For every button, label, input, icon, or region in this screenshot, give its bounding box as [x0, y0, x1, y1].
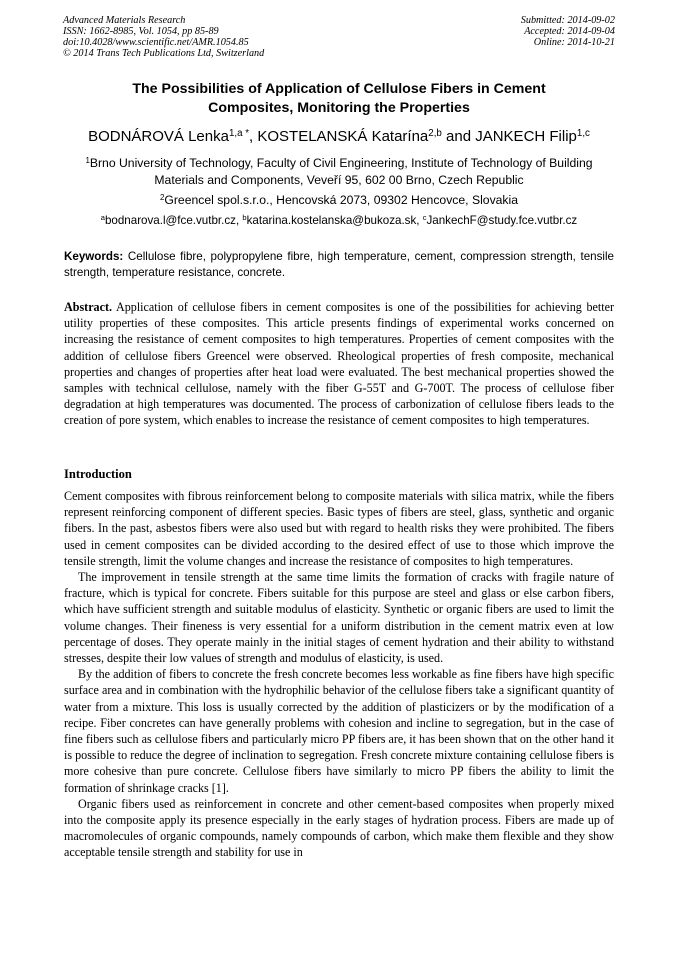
email-c-sup: c [422, 212, 427, 222]
email-b[interactable]: katarina.kostelanska@bukoza.sk, [246, 214, 423, 227]
author-2-name: KOSTELANSKÁ Katarína [257, 128, 429, 145]
paper-title [60, 80, 618, 118]
affiliation-2-text: Greencel spol.s.r.o., Hencovská 2073, 09302 Hencovce, Slovakia [164, 193, 519, 207]
title-line-2: Composites, Monitoring the Properties [208, 100, 470, 116]
keywords-block [64, 249, 614, 280]
keywords-label: Keywords: [64, 250, 124, 263]
email-a-sup: a [100, 212, 105, 222]
introduction-body [64, 488, 614, 861]
author-1-sup: 1,a * [228, 127, 250, 139]
email-a[interactable]: bodnarova.l@fce.vutbr.cz, [104, 214, 243, 227]
affiliation-2-sup: 2 [159, 192, 165, 202]
email-list [40, 213, 638, 229]
intro-paragraph-1: Cement composites with fibrous reinforcement belong to composite materials with silica matrix, while the fibers represent reinforcing component of different species. Basic types of fibers are steel, glass, synthetic and organic fibers. In the past, asbestos fibers were also used but with regard to health risks they were prohibited. The fibers used in cement composites can be divided according to the desired effect of use to those which improve the tensile strength, limit the volume changes and increase the resistance of composites to high temperatures. [64, 489, 614, 568]
email-b-sup: b [242, 212, 247, 222]
introduction-heading: Introduction [64, 467, 132, 481]
affiliation-1 [50, 155, 628, 189]
author-3-sup: 1,c [576, 127, 590, 139]
email-c[interactable]: JankechF@study.fce.vutbr.cz [426, 214, 578, 227]
submitted-date: Submitted: 2014-09-02 [520, 15, 615, 26]
intro-paragraph-4: Organic fibers used as reinforcement in concrete and other cement-based composites when properly mixed into the composite apply its presence especially in the early stages of hydration process. Fibers are made up of macromolecules of organic compounds, namely compounds of carbon, which make them flexible and they show acceptable tensile strength and stability for use in [64, 796, 614, 860]
journal-header-right [521, 15, 615, 48]
abstract-text: Application of cellulose fibers in cement composites is one of the possibilities for achieving better utility properties of these composites. This article presents findings of experimental works concerned on increasing the resistance of cement composites to high temperatures. Properties of cement composites with the addition of cellulose fibers Greencel were observed. Rheological properties of fresh composite, mechanical properties and changes of properties after heat load were evaluated. The best mechanical properties showed the samples with technical cellulose, namely with the fiber G-55T and G-700T. The process of cellulose fiber degradation at high temperatures was documented. The process of carbonization of cellulose fibers leads to the creation of pore system, which enables to increase the resistance of cement composites to high temperatures. [64, 300, 614, 428]
affiliation-1-line-1: Brno University of Technology, Faculty of Civil Engineering, Institute of Technology of Building [89, 156, 593, 170]
affiliation-1-line-2: Materials and Components, Veveří 95, 602 00 Brno, Czech Republic [154, 173, 524, 187]
author-1-name: BODNÁROVÁ Lenka [88, 128, 229, 145]
intro-paragraph-2: The improvement in tensile strength at the same time limits the formation of cracks with fragile nature of fracture, which is typical for concrete. Fibers suitable for this purpose are steel and glass or else carbon fibers, which have sufficient strength and suitable modulus of elasticity. Synthetic or organic fibers are used to limit the volume changes. Their fineness is very essential for a uniform distribution in the cement matrix even at low percentage of doses. They operate mainly in the initial stages of cement hydration and their ability to withstand stresses, despite their low values of strength and modulus of elasticity, is used. [64, 570, 614, 666]
intro-paragraph-3: By the addition of fibers to concrete the fresh concrete becomes less workable as fine fibers have high specific surface area and in combination with the hydrophilic behavior of the cellulose fibers take a significant quantity of water from a mixture. This loss is usually corrected by the addition of plasticizers or by the modification of a recipe. Fiber concretes can have generally problems with cohesion and incline to segregation, but in the case of fine fibers such as cellulose fibers and particularly micro PP fibers are, it has been shown that on the other hand it is possible to reduce the degree of inclination to segregation. Fresh concrete mixture containing cellulose fibers is more cohesive than pure concrete. Cellulose fibers have similarly to micro PP fibers the ability to limit the formation of shrinkage cracks [1]. [64, 667, 614, 795]
doi-line[interactable]: doi:10.4028/www.scientific.net/AMR.1054.85 [63, 37, 249, 48]
journal-name: Advanced Materials Research [63, 15, 186, 26]
accepted-date: Accepted: 2014-09-04 [524, 26, 615, 37]
affiliation-1-sup: 1 [85, 155, 90, 165]
author-list [40, 127, 638, 147]
journal-header-left [63, 15, 264, 59]
issn-line: ISSN: 1662-8985, Vol. 1054, pp 85-89 [63, 26, 219, 37]
author-separator: , [249, 128, 258, 145]
author-2-sup: 2,b [428, 127, 442, 139]
author-separator: and [441, 128, 476, 145]
author-3-name: JANKECH Filip [475, 128, 577, 145]
online-date: Online: 2014-10-21 [533, 37, 615, 48]
affiliation-2 [50, 192, 628, 209]
copyright-line: © 2014 Trans Tech Publications Ltd, Switzerland [63, 48, 265, 59]
keywords-text: Cellulose fibre, polypropylene fibre, high temperature, cement, compression strength, tensile strength, temperature resistance, concrete. [64, 250, 614, 279]
title-line-1: The Possibilities of Application of Cellulose Fibers in Cement [132, 81, 546, 97]
abstract-label: Abstract. [64, 300, 113, 314]
abstract-block [64, 299, 614, 429]
